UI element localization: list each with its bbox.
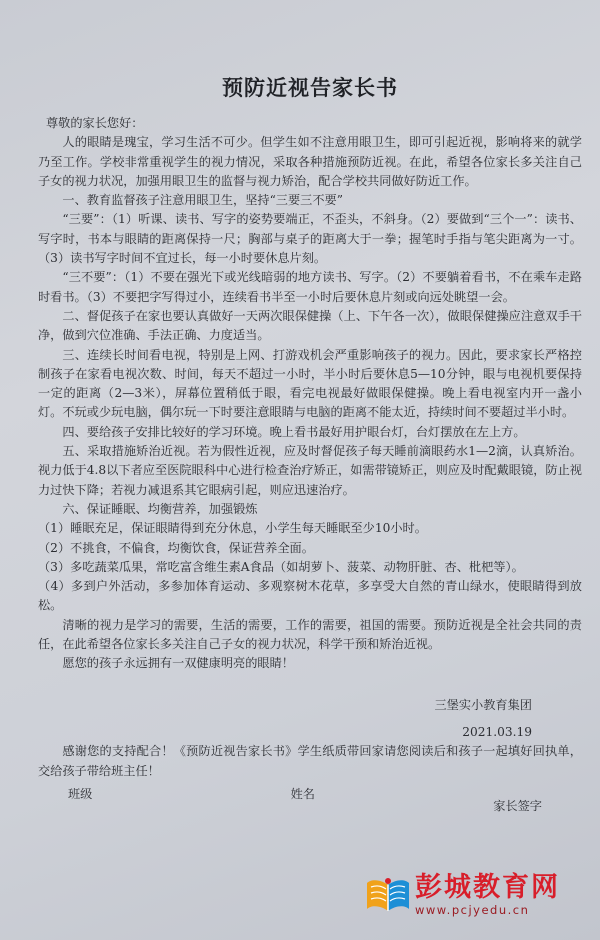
receipt-row bbox=[38, 781, 582, 814]
salutation: 尊敬的家长您好： bbox=[46, 116, 144, 130]
site-watermark bbox=[365, 868, 580, 922]
paragraph-three-donts: “三不要”：（1）不要在强光下或光线暗弱的地方读书、写字。（2）不要躺着看书，不在乘车走路时看书。（3）不要把字写得过小，连续看书半至一小时后要休息片刻或向远处眺望一会。 bbox=[38, 270, 582, 304]
watermark-site-name: 彭城教育网 bbox=[415, 872, 560, 903]
paragraph-conclusion: 清晰的视力是学习的需要，生活的需要，工作的需要，祖国的需要。预防近视是全社会共同的责任，在此希望各位家长多关注自己子女的视力状况，科学干预和矫治近视。 bbox=[38, 617, 582, 652]
section-3-screen-time: 三、连续长时间看电视，特别是上网、打游戏机会严重影响孩子的视力。因此，要求家长严格控制孩子在家看电视次数、时间，每天不超过一小时，半小时后要休息5—10分钟，眼与电视机要保持一定的距离（2—3米），屏幕位置稍低于眼，看完电视最好做眼保健操。晚上看电视室内开一盏小灯。不玩或少玩电脑，偶尔玩一下时要注意眼睛与电脑的距离不能太近，持续时间不要超过半小时。 bbox=[38, 347, 582, 420]
receipt-name-label: 姓名 bbox=[290, 786, 315, 801]
paragraph-three-dos: “三要”：（1）听课、读书、写字的姿势要端正，不歪头，不斜身。（2）要做到“三个一”：读书、写字时，书本与眼睛的距离保持一尺；胸部与桌子的距离大于一拳；握笔时手指与笔尖距离为一寸。（3）读书写字时间不宜过长，每一小时要休息片刻。 bbox=[38, 212, 582, 266]
signature-org: 三堡实小教育集团 bbox=[434, 697, 532, 712]
section-4-study-environment: 四、要给孩子安排比较好的学习环境。晚上看书最好用护眼台灯，台灯摆放在左上方。 bbox=[62, 424, 526, 439]
section-heading-6: 六、保证睡眠、均衡营养，加强锻炼 bbox=[62, 501, 258, 516]
letter-title: 预防近视告家长书 bbox=[222, 75, 398, 100]
signature-date: 2021.03.19 bbox=[462, 724, 532, 739]
watermark-url: www.pcjyedu.cn bbox=[415, 903, 530, 917]
list-item-sleep: （1）睡眠充足，保证眼睛得到充分休息，小学生每天睡眠至少10小时。 bbox=[38, 521, 427, 536]
section-5-correction: 五、采取措施矫治近视。若为假性近视，应及时督促孩子每天睡前滴眼药水1—2滴，认真矫治。视力低于4.8以下者应至医院眼科中心进行检查治疗矫正，如需带镜矫正，则应及时配戴眼镜，防止视力过快下降；若视力减退系其它眼病引起，则应迅速治疗。 bbox=[38, 444, 582, 497]
paragraph-wish: 愿您的孩子永远拥有一双健康明亮的眼睛！ bbox=[62, 656, 294, 671]
list-item-diet: （2）不挑食，不偏食，均衡饮食，保证营养全面。 bbox=[38, 540, 314, 555]
section-heading-1: 一、教育监督孩子注意用眼卫生，坚持“三要三不要” bbox=[62, 193, 343, 208]
receipt-parent-sign-label: 家长签字 bbox=[493, 798, 542, 813]
list-item-outdoor: （4）多到户外活动，多参加体育运动、多观察树木花草，多享受大自然的青山绿水，使眼睛得到放松。 bbox=[38, 579, 582, 613]
paragraph-intro: 人的眼睛是瑰宝，学习生活不可少。但学生如不注意用眼卫生，即可引起近视，影响将来的就学乃至工作。学校非常重视学生的视力情况，采取各种措施预防近视。在此，希望各位家长多关注自己子女的视力状况，加强用眼卫生的监督与视力矫治，配合学校共同做好防近工作。 bbox=[38, 135, 582, 188]
closing-note: 感谢您的支持配合！《预防近视告家长书》学生纸质带回家请您阅读后和孩子一起填好回执单，交给孩子带给班主任！ bbox=[38, 744, 582, 778]
section-2-eye-exercise: 二、督促孩子在家也要认真做好一天两次眼保健操（上、下午各一次），做眼保健操应注意双手干净，做到穴位准确、手法正确、力度适当。 bbox=[38, 308, 582, 343]
open-book-logo-icon bbox=[365, 875, 411, 915]
receipt-class-label: 班级 bbox=[68, 786, 93, 801]
list-item-vegetables: （3）多吃蔬菜瓜果，常吃富含维生素A食品（如胡萝卜、菠菜、动物肝脏、杏、枇杷等）。 bbox=[38, 559, 524, 574]
